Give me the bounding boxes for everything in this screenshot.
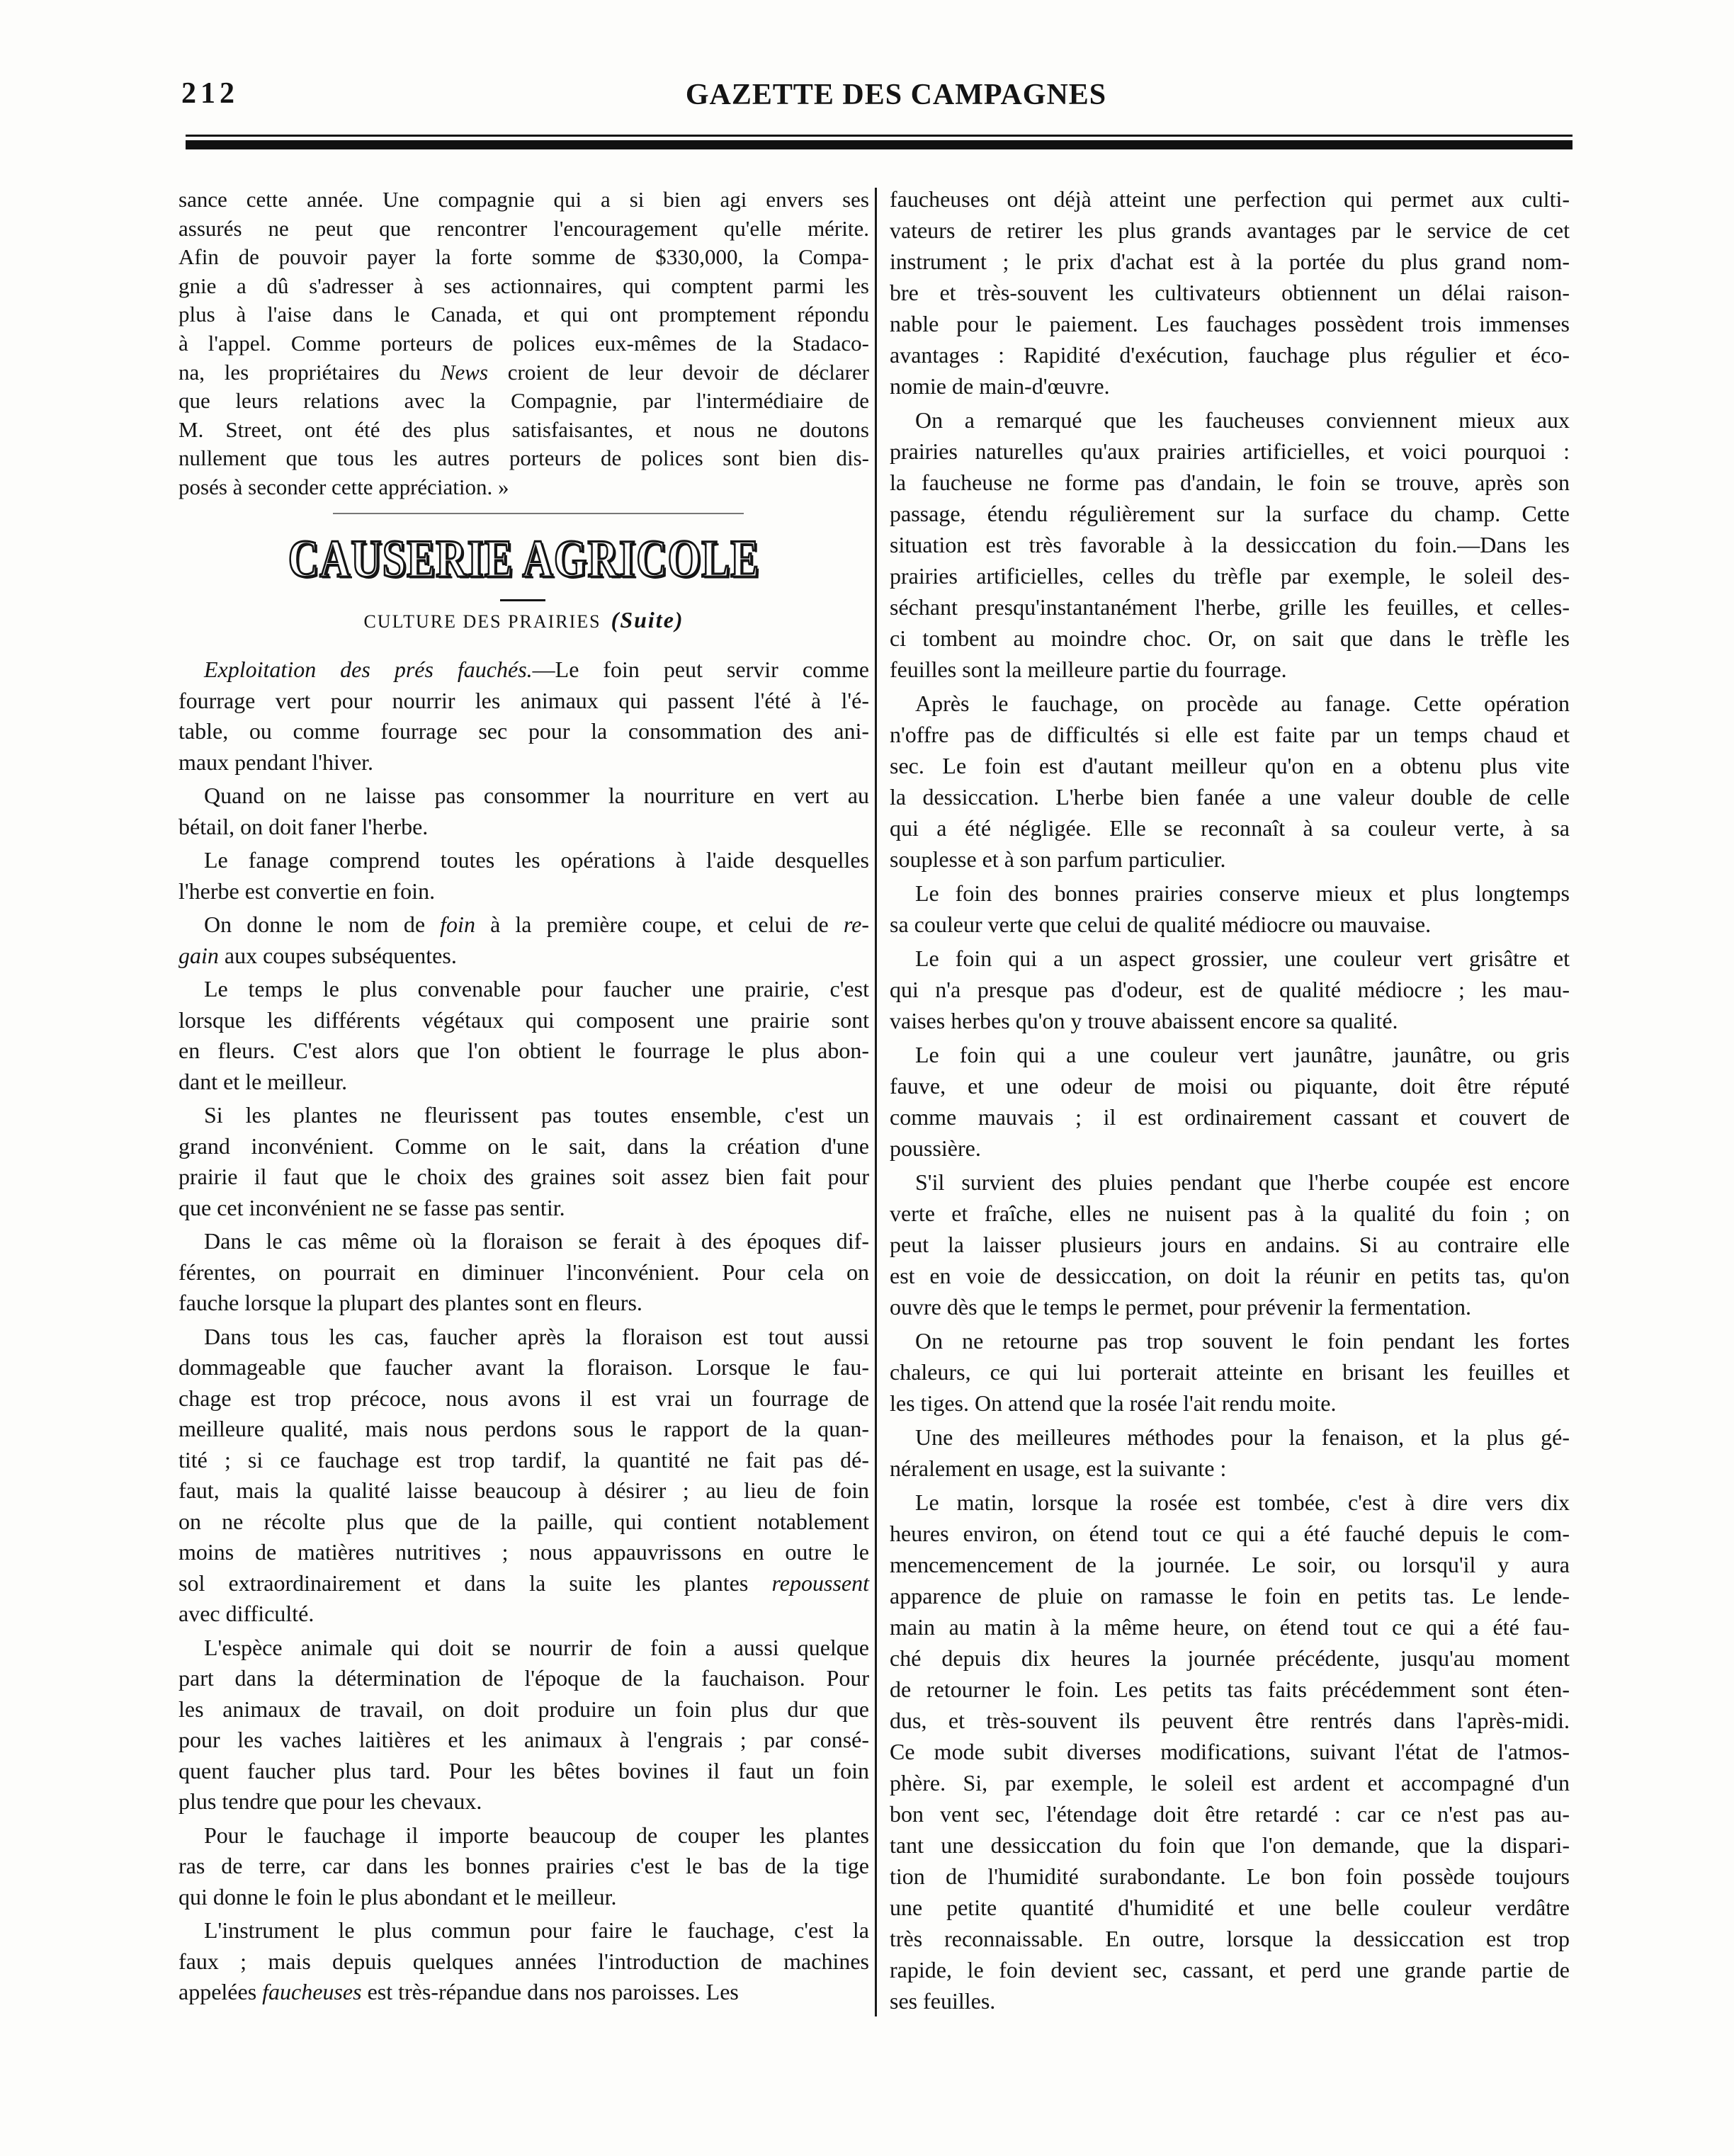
text-line — [178, 1568, 869, 1599]
text-line — [178, 1915, 869, 1946]
text-line — [890, 339, 1570, 370]
text-line — [890, 1005, 1570, 1036]
line-text: S'il survient des pluies pendant que l'herbe coupée est encore — [915, 1169, 1570, 1195]
line-text: On a remarqué que les faucheuses conviennent mieux aux — [915, 407, 1570, 433]
text-line — [890, 878, 1570, 909]
line-text: férentes, on pourrait en diminuer l'inconvénient. Pour cela on — [178, 1259, 869, 1285]
text-line — [890, 943, 1570, 974]
text-line — [178, 1507, 869, 1538]
text-line — [890, 623, 1570, 654]
text-segment: —Le foin peut servir comme — [532, 657, 870, 682]
text-line — [178, 1475, 869, 1507]
line-text: Le temps le plus convenable pour faucher une prairie, c'est — [204, 976, 869, 1002]
line-text: assurés ne peut que rencontrer l'encouragement qu'elle mérite. — [178, 215, 869, 241]
line-text: que cet inconvénient ne se fasse pas sentir. — [178, 1194, 565, 1220]
line-text: feuilles sont la meilleure partie du fourrage. — [890, 657, 1287, 682]
line-text: comme mauvais ; il est ordinairement cassant et couvert de — [890, 1104, 1570, 1130]
line-text: bon vent sec, l'étendage doit être retardé : car ce n'est pas au- — [890, 1801, 1570, 1827]
line-text: tité ; si ce fauchage est trop tardif, la quantité ne fait pas dé- — [178, 1446, 869, 1473]
line-text: de retourner le foin. Les petits tas faits précédemment sont éten- — [890, 1676, 1570, 1702]
newspaper-title: GAZETTE DES CAMPAGNES — [685, 79, 1107, 111]
text-line — [178, 416, 869, 445]
text-line — [178, 1352, 869, 1383]
line-text: que leurs relations avec la Compagnie, par l'intermédiaire de — [178, 388, 869, 414]
text-line — [178, 272, 869, 301]
text-line — [890, 1705, 1570, 1736]
line-text: Le foin qui a un aspect grossier, une couleur vert grisâtre et — [915, 946, 1570, 971]
paragraph — [178, 781, 869, 842]
header-rule-thick — [186, 140, 1572, 149]
line-text: Le fanage comprend toutes les opérations à l'aide desquelles — [204, 847, 869, 873]
line-text: nullement que tous les autres porteurs de polices sont bien dis- — [178, 446, 869, 471]
text-line — [890, 1070, 1570, 1101]
section-heading: CAUSERIE AGRICOLE — [288, 529, 760, 589]
paragraph — [178, 845, 869, 907]
text-line — [178, 909, 869, 941]
paragraph — [890, 404, 1570, 685]
line-text: très reconnaissable. En outre, lorsque la dessiccation est trop — [890, 1926, 1570, 1951]
paragraph — [890, 1325, 1570, 1419]
line-text: Ce mode subit diverses modifications, suivant l'état de l'atmos- — [890, 1739, 1570, 1764]
line-text: vaises herbes qu'on y trouve abaissent encore sa qualité. — [890, 1008, 1398, 1033]
text-line — [890, 529, 1570, 560]
paragraph — [890, 878, 1570, 940]
text-line — [890, 1954, 1570, 1985]
text-line — [890, 1518, 1570, 1549]
line-text: Une des meilleures méthodes pour la fenaison, et la plus gé- — [915, 1424, 1570, 1450]
text-line — [178, 1193, 869, 1224]
paragraph — [178, 1322, 869, 1630]
line-text: mencemencement de la journée. Le soir, ou lorsqu'il y aura — [890, 1552, 1570, 1577]
page-number: 212 — [181, 77, 239, 110]
line-text: souplesse et à son parfum particulier. — [890, 846, 1226, 872]
italic-text: repoussent — [771, 1570, 869, 1596]
text-line — [890, 1388, 1570, 1419]
text-line — [178, 974, 869, 1005]
paragraph — [890, 688, 1570, 875]
line-text: lorsque les différents végétaux qui composent une prairie sont — [178, 1006, 869, 1033]
italic-text: News — [440, 359, 489, 385]
line-text: qui a été négligée. Elle se reconnaît à sa couleur verte, à sa — [890, 815, 1570, 841]
text-line — [890, 1642, 1570, 1674]
paragraph — [178, 186, 869, 502]
line-text — [204, 657, 869, 682]
text-line — [178, 1946, 869, 1978]
text-line — [890, 781, 1570, 812]
left-column — [178, 654, 869, 2008]
text-line — [890, 1736, 1570, 1767]
line-text: verte et fraîche, elles ne nuisent pas à la qualité du foin ; on — [890, 1201, 1570, 1226]
line-text: instrument ; le prix d'achat est à la portée du plus grand nom- — [890, 249, 1570, 274]
line-text: M. Street, ont été des plus satisfaisantes, et nous ne doutons — [178, 416, 869, 442]
text-line — [178, 215, 869, 244]
line-text: fourrage vert pour nourrir les animaux qui passent l'été à l'é- — [178, 687, 869, 713]
line-text: qui donne le foin le plus abondant et le meilleur. — [178, 1883, 617, 1910]
line-text: fauche lorsque la plupart des plantes sont en fleurs. — [178, 1290, 642, 1315]
line-text: Pour le fauchage il importe beaucoup de couper les plantes — [204, 1822, 869, 1848]
text-line — [890, 277, 1570, 308]
text-line — [890, 1798, 1570, 1829]
text-line — [890, 1325, 1570, 1356]
text-line — [178, 1383, 869, 1414]
text-line — [890, 467, 1570, 498]
text-line — [178, 444, 869, 473]
text-line — [178, 387, 869, 416]
text-line — [178, 1851, 869, 1882]
text-line — [890, 1198, 1570, 1229]
line-text — [204, 912, 869, 937]
line-text: sance cette année. Une compagnie qui a si bien agi envers ses — [178, 187, 869, 212]
text-line — [890, 750, 1570, 781]
text-line — [178, 1226, 869, 1257]
text-segment: sol extraordinairement et dans la suite les plantes — [178, 1570, 772, 1596]
text-line — [890, 1167, 1570, 1198]
line-text — [178, 1570, 869, 1596]
text-line — [178, 781, 869, 812]
text-line — [890, 1892, 1570, 1923]
line-text: tion de l'humidité surabondante. Le bon foin possède toujours — [890, 1863, 1570, 1889]
text-line — [178, 473, 869, 502]
text-line — [890, 1580, 1570, 1611]
heading-underline — [500, 599, 545, 601]
text-line — [890, 1101, 1570, 1133]
paragraph — [890, 183, 1570, 402]
line-text: sec. Le foin est d'autant meilleur qu'on en a obtenu plus vite — [890, 753, 1570, 778]
line-text: faux ; mais depuis quelques années l'introduction de machines — [178, 1948, 869, 1974]
line-text: apparence de pluie on ramasse le foin en petits tas. Le lende- — [890, 1583, 1570, 1609]
text-line — [178, 747, 869, 778]
article-intro — [178, 186, 869, 502]
text-line — [178, 1100, 869, 1131]
text-line — [890, 370, 1570, 402]
line-text: posés à seconder cette appréciation. » — [178, 474, 509, 499]
line-text: tant une dessiccation du foin que l'on demande, que la dispari- — [890, 1832, 1570, 1858]
paragraph — [178, 1820, 869, 1913]
section-subtitle-note: (Suite) — [611, 607, 684, 632]
line-text: Dans le cas même où la floraison se ferait à des époques dif- — [204, 1228, 869, 1254]
text-line — [890, 719, 1570, 750]
line-text: prairies naturelles qu'aux prairies artificielles, et voici pourquoi : — [890, 438, 1570, 464]
line-text: plus tendre que pour les chevaux. — [178, 1788, 482, 1814]
text-line — [890, 404, 1570, 436]
text-line — [178, 1162, 869, 1193]
line-text: ouvre dès que le temps le permet, pour prévenir la fermentation. — [890, 1294, 1472, 1320]
text-line — [890, 1487, 1570, 1518]
text-line — [890, 1829, 1570, 1861]
line-text: ché depuis dix heures la journée précédente, jusqu'au moment — [890, 1645, 1570, 1671]
text-segment: croient de leur devoir de déclarer — [488, 359, 869, 385]
text-segment: On donne le nom de — [204, 912, 441, 937]
line-text: chaleurs, ce qui lui porterait atteinte en brisant les feuilles et — [890, 1359, 1570, 1385]
line-text — [178, 943, 457, 968]
paragraph — [890, 1487, 1570, 2016]
text-line — [178, 812, 869, 843]
italic-text: faucheuses — [262, 1979, 362, 2004]
line-text: à l'appel. Comme porteurs de polices eux-mêmes de la Stadaco- — [178, 330, 869, 356]
line-text: l'herbe est convertie en foin. — [178, 878, 436, 904]
text-line — [890, 844, 1570, 875]
text-line — [178, 686, 869, 717]
text-line — [890, 1985, 1570, 2016]
line-text: la dessiccation. L'herbe bien fanée a une valeur double de celle — [890, 784, 1570, 810]
text-line — [890, 1923, 1570, 1954]
text-line — [178, 1005, 869, 1036]
paragraph — [178, 1915, 869, 2008]
line-text: dommageable que faucher avant la floraison. Lorsque le fau- — [178, 1354, 869, 1380]
line-text — [178, 360, 869, 385]
text-line — [890, 974, 1570, 1005]
line-text: faucheuses ont déjà atteint une perfection qui permet aux culti- — [890, 186, 1570, 212]
text-line — [178, 1288, 869, 1319]
text-line — [178, 1067, 869, 1098]
text-line — [178, 1882, 869, 1913]
line-text: vateurs de retirer les plus grands avantages par le service de cet — [890, 217, 1570, 243]
text-line — [890, 654, 1570, 685]
right-column — [890, 183, 1570, 2016]
text-line — [178, 845, 869, 876]
text-line — [178, 186, 869, 215]
line-text: fauve, et une odeur de moisi ou piquante, doit être réputé — [890, 1073, 1570, 1099]
text-line — [178, 654, 869, 686]
line-text: Dans tous les cas, faucher après la floraison est tout aussi — [204, 1323, 869, 1349]
line-text: situation est très favorable à la dessiccation du foin.—Dans les — [890, 532, 1570, 557]
line-text: bétail, on doit faner l'herbe. — [178, 813, 429, 839]
line-text — [178, 1979, 739, 2004]
text-segment: na, les propriétaires du — [178, 359, 441, 385]
paragraph — [890, 943, 1570, 1036]
text-line — [178, 1599, 869, 1630]
line-text: On ne retourne pas trop souvent le foin pendant les fortes — [915, 1328, 1570, 1354]
text-line — [890, 1453, 1570, 1484]
text-line — [178, 941, 869, 972]
text-line — [178, 1663, 869, 1694]
text-segment: est très-répandue dans nos paroisses. Les — [361, 1979, 739, 2004]
paragraph — [178, 1226, 869, 1319]
line-text: L'instrument le plus commun pour faire le fauchage, c'est la — [204, 1917, 869, 1943]
paragraph — [890, 1167, 1570, 1322]
section-subtitle-text: CULTURE DES PRAIRIES — [363, 611, 601, 632]
line-text: moins de matières nutritives ; nous appauvrissons en outre le — [178, 1539, 869, 1565]
line-text: faut, mais la qualité laisse beaucoup à désirer ; au lieu de foin — [178, 1477, 869, 1503]
line-text: ci tombent au moindre choc. Or, on sait que dans le trèfle les — [890, 625, 1570, 651]
line-text: en fleurs. C'est alors que l'on obtient le fourrage le plus abon- — [178, 1038, 869, 1063]
line-text: rapide, le foin devient sec, cassant, et perd une grande partie de — [890, 1957, 1570, 1982]
paragraph — [178, 1633, 869, 1817]
line-text: avec difficulté. — [178, 1601, 314, 1626]
line-text: Quand on ne laisse pas consommer la nourriture en vert au — [204, 783, 869, 808]
paragraph — [890, 1422, 1570, 1484]
text-line — [178, 876, 869, 907]
line-text: Après le fauchage, on procède au fanage. Cette opération — [915, 691, 1570, 716]
paragraph — [178, 1100, 869, 1223]
line-text: ses feuilles. — [890, 1988, 996, 2014]
text-line — [890, 560, 1570, 591]
text-line — [890, 183, 1570, 215]
text-line — [890, 1039, 1570, 1070]
line-text: les animaux de travail, on doit produire un foin plus dur que — [178, 1696, 869, 1722]
line-text: Afin de pouvoir payer la forte somme de $330,000, la Compa- — [178, 244, 869, 270]
text-line — [178, 358, 869, 387]
line-text: Si les plantes ne fleurissent pas toutes ensemble, c'est un — [204, 1102, 869, 1128]
line-text: pour les vaches laitières et les animaux à l'engrais ; par consé- — [178, 1727, 869, 1752]
column-divider — [875, 188, 877, 2016]
text-line — [890, 1133, 1570, 1164]
line-text: gnie a dû s'adresser à ses actionnaires, qui comptent parmi les — [178, 273, 869, 298]
text-line — [890, 1767, 1570, 1798]
line-text: quent faucher plus tard. Pour les bêtes bovines il faut un foin — [178, 1757, 869, 1783]
text-line — [890, 308, 1570, 339]
line-text: nomie de main-d'œuvre. — [890, 373, 1110, 399]
text-line — [890, 1260, 1570, 1291]
text-line — [178, 1036, 869, 1067]
text-line — [890, 1861, 1570, 1892]
text-line — [178, 243, 869, 272]
line-text: qui n'a presque pas d'odeur, est de qualité médiocre ; les mau- — [890, 977, 1570, 1002]
text-line — [890, 1422, 1570, 1453]
text-line — [178, 1131, 869, 1162]
line-text: avantages : Rapidité d'exécution, fauchage plus régulier et éco- — [890, 342, 1570, 368]
line-text: Le foin des bonnes prairies conserve mieux et plus longtemps — [915, 880, 1570, 906]
text-line — [178, 1537, 869, 1568]
line-text: n'offre pas de difficultés si elle est faite par un temps chaud et — [890, 722, 1570, 747]
text-line — [890, 436, 1570, 467]
text-line — [178, 1445, 869, 1476]
text-line — [178, 1257, 869, 1288]
text-line — [890, 688, 1570, 719]
italic-text: Exploitation des prés fauchés. — [204, 657, 533, 682]
text-line — [890, 591, 1570, 623]
line-text: séchant presqu'instantanément l'herbe, grille les feuilles, et celles- — [890, 594, 1570, 620]
line-text: prairies artificielles, celles du trèfle par exemple, le soleil des- — [890, 563, 1570, 589]
italic-text: foin — [440, 912, 475, 937]
paragraph — [178, 974, 869, 1097]
line-text: L'espèce animale qui doit se nourrir de foin a aussi quelque — [204, 1634, 869, 1660]
ornament-rule — [333, 513, 744, 514]
paragraph — [178, 909, 869, 971]
text-line — [178, 1694, 869, 1725]
line-text: peut la laisser plusieurs jours en andains. Si au contraire elle — [890, 1232, 1570, 1257]
line-text: prairie il faut que le choix des graines soit assez bien fait pour — [178, 1164, 869, 1189]
line-text: dus, et très-souvent ils peuvent être rentrés dans l'après-midi. — [890, 1708, 1570, 1733]
line-text: dant et le meilleur. — [178, 1068, 348, 1094]
text-line — [178, 1756, 869, 1787]
text-line — [178, 329, 869, 358]
line-text: poussière. — [890, 1135, 981, 1161]
line-text: part dans la détermination de l'époque de la fauchaison. Pour — [178, 1665, 869, 1691]
text-line — [890, 246, 1570, 277]
text-segment: aux coupes subséquentes. — [218, 942, 457, 968]
line-text: main au matin à la même heure, on étend tout ce qui a été fau- — [890, 1614, 1570, 1640]
text-line — [890, 1674, 1570, 1705]
line-text: néralement en usage, est la suivante : — [890, 1456, 1227, 1481]
text-line — [178, 1977, 869, 2008]
text-line — [890, 1356, 1570, 1388]
line-text: maux pendant l'hiver. — [178, 749, 374, 775]
text-line — [890, 812, 1570, 844]
line-text: grand inconvénient. Comme on le sait, dans la création d'une — [178, 1133, 869, 1159]
line-text: passage, étendu régulièrement sur la surface du champ. Cette — [890, 501, 1570, 526]
line-text: plus à l'aise dans le Canada, et qui ont promptement répondu — [178, 302, 869, 327]
text-line — [178, 1725, 869, 1756]
text-line — [890, 1549, 1570, 1580]
text-line — [178, 1786, 869, 1817]
line-text: Le matin, lorsque la rosée est tombée, c'est à dire vers dix — [915, 1490, 1570, 1515]
text-segment: à la première coupe, et celui de — [475, 912, 844, 937]
text-segment: appelées — [178, 1979, 263, 2004]
header-rule-thin — [186, 135, 1572, 137]
text-line — [890, 1611, 1570, 1642]
paragraph — [890, 1039, 1570, 1164]
text-line — [178, 1322, 869, 1353]
text-line — [178, 716, 869, 747]
line-text: nable pour le paiement. Les fauchages possèdent trois immenses — [890, 311, 1570, 336]
line-text: la faucheuse ne forme pas d'andain, le foin se trouve, après son — [890, 470, 1570, 495]
line-text: chage est trop précoce, nous avons il est vrai un fourrage de — [178, 1385, 869, 1411]
italic-text: gain — [178, 942, 219, 968]
paragraph — [178, 654, 869, 778]
italic-text: re- — [843, 912, 870, 937]
line-text: meilleure qualité, mais nous perdons sous le rapport de la quan- — [178, 1416, 869, 1441]
text-line — [178, 1820, 869, 1851]
line-text: ras de terre, car dans les bonnes prairies c'est le bas de la tige — [178, 1853, 869, 1878]
line-text: phère. Si, par exemple, le soleil est ardent et accompagné d'un — [890, 1770, 1570, 1795]
text-line — [178, 1414, 869, 1445]
text-line — [890, 215, 1570, 246]
line-text: bre et très-souvent les cultivateurs obtiennent un délai raison- — [890, 280, 1570, 305]
line-text: une petite quantité d'humidité et une belle couleur verdâtre — [890, 1895, 1570, 1920]
line-text: heures environ, on étend tout ce qui a été fauché depuis le com- — [890, 1521, 1570, 1546]
line-text: table, ou comme fourrage sec pour la consommation des ani- — [178, 718, 869, 744]
line-text: on ne récolte plus que de la paille, qui contient notablement — [178, 1508, 869, 1534]
text-line — [890, 1291, 1570, 1322]
line-text: sa couleur verte que celui de qualité médiocre ou mauvaise. — [890, 912, 1432, 937]
text-line — [890, 909, 1570, 940]
line-text: est en voie de dessiccation, on doit la réunir en petits tas, qu'on — [890, 1263, 1570, 1288]
line-text: les tiges. On attend que la rosée l'ait rendu moite. — [890, 1390, 1337, 1416]
text-line — [890, 1229, 1570, 1260]
text-line — [890, 498, 1570, 529]
text-line — [178, 300, 869, 329]
text-line — [178, 1633, 869, 1664]
section-subtitle — [178, 608, 869, 637]
line-text: Le foin qui a une couleur vert jaunâtre, jaunâtre, ou gris — [915, 1042, 1570, 1067]
